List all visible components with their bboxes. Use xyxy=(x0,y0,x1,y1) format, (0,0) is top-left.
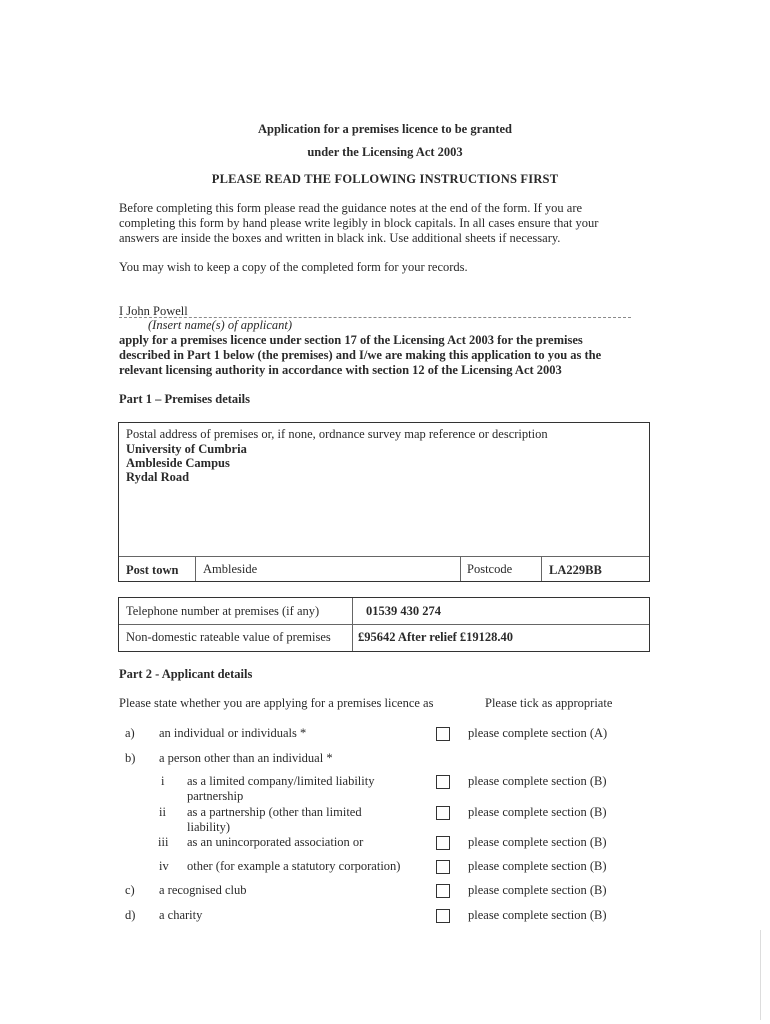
option-marker-iv: iv xyxy=(159,859,169,873)
premises-address-line-2[interactable]: Ambleside Campus xyxy=(126,456,230,470)
individual-checkbox[interactable] xyxy=(436,727,450,741)
tick-instruction: Please tick as appropriate xyxy=(485,696,613,710)
option-label-charity: a charity xyxy=(159,908,203,922)
partnership-checkbox[interactable] xyxy=(436,806,450,820)
telephone-label: Telephone number at premises (if any) xyxy=(126,604,320,618)
application-statement-line-3: relevant licensing authority in accordance with section 12 of the Licensing Act 2003 xyxy=(119,363,562,377)
option-action-recognised-club: please complete section (B) xyxy=(468,883,607,897)
option-marker-c: c) xyxy=(125,883,135,897)
recognised-club-checkbox[interactable] xyxy=(436,884,450,898)
charity-checkbox[interactable] xyxy=(436,909,450,923)
option-label-other: other (for example a statutory corporation) xyxy=(187,859,401,873)
premises-address-line-1[interactable]: University of Cumbria xyxy=(126,442,247,456)
post-town-divider xyxy=(195,556,196,581)
option-marker-ii: ii xyxy=(159,805,166,819)
contact-table-column-divider xyxy=(352,598,353,651)
postcode-field[interactable]: LA229BB xyxy=(549,563,602,577)
option-label-non-individual: a person other than an individual * xyxy=(159,751,333,765)
rateable-value-label: Non-domestic rateable value of premises xyxy=(126,630,331,644)
postcode-label-divider xyxy=(460,556,461,581)
premises-address-line-3[interactable]: Rydal Road xyxy=(126,470,190,484)
premises-address-label: Postal address of premises or, if none, ordnance survey map reference or description xyxy=(126,427,548,441)
option-label-limited-company-cont: partnership xyxy=(187,789,244,803)
option-marker-d: d) xyxy=(125,908,136,922)
post-town-row-divider xyxy=(119,556,649,557)
option-label-partnership-cont: liability) xyxy=(187,820,231,834)
option-action-charity: please complete section (B) xyxy=(468,908,607,922)
option-marker-a: a) xyxy=(125,726,135,740)
application-statement-line-1: apply for a premises licence under section 17 of the Licensing Act 2003 for the premises xyxy=(119,333,583,347)
intro-line-1: Before completing this form please read the guidance notes at the end of the form. If you are xyxy=(119,201,583,215)
part2-question: Please state whether you are applying for a premises licence as xyxy=(119,696,434,710)
scan-edge-artifact xyxy=(760,930,761,1020)
option-action-individual: please complete section (A) xyxy=(468,726,608,740)
contact-table-row-divider xyxy=(119,624,649,625)
rateable-value-field[interactable]: £95642 After relief £19128.40 xyxy=(358,630,514,644)
option-label-recognised-club: a recognised club xyxy=(159,883,247,897)
postcode-value-divider xyxy=(541,556,542,581)
form-title-line2: under the Licensing Act 2003 xyxy=(307,145,463,159)
option-label-unincorporated: as an unincorporated association or xyxy=(187,835,364,849)
part1-heading: Part 1 – Premises details xyxy=(119,392,250,406)
option-action-other: please complete section (B) xyxy=(468,859,607,873)
post-town-field[interactable]: Ambleside xyxy=(203,562,258,576)
postcode-label: Postcode xyxy=(467,562,513,576)
option-label-limited-company: as a limited company/limited liability xyxy=(187,774,375,788)
option-label-partnership: as a partnership (other than limited xyxy=(187,805,362,819)
copy-note: You may wish to keep a copy of the completed form for your records. xyxy=(119,260,468,274)
option-marker-iii: iii xyxy=(158,835,169,849)
applicant-name-hint: (Insert name(s) of applicant) xyxy=(148,318,293,332)
option-marker-b: b) xyxy=(125,751,136,765)
option-action-unincorporated: please complete section (B) xyxy=(468,835,607,849)
option-action-partnership: please complete section (B) xyxy=(468,805,607,819)
option-action-limited-company: please complete section (B) xyxy=(468,774,607,788)
part2-heading: Part 2 - Applicant details xyxy=(119,667,253,681)
instructions-heading: PLEASE READ THE FOLLOWING INSTRUCTIONS FIRST xyxy=(211,172,559,186)
post-town-label: Post town xyxy=(126,563,179,577)
other-body-checkbox[interactable] xyxy=(436,860,450,874)
limited-company-checkbox[interactable] xyxy=(436,775,450,789)
intro-line-3: answers are inside the boxes and written in black ink. Use additional sheets if necessary. xyxy=(119,231,561,245)
applicant-name-field[interactable]: I John Powell xyxy=(119,304,188,318)
form-title-line1: Application for a premises licence to be granted xyxy=(257,122,513,136)
option-marker-i: i xyxy=(161,774,165,788)
telephone-field[interactable]: 01539 430 274 xyxy=(366,604,441,618)
unincorporated-association-checkbox[interactable] xyxy=(436,836,450,850)
application-statement-line-2: described in Part 1 below (the premises) and I/we are making this application to you as the xyxy=(119,348,602,362)
option-label-individual: an individual or individuals * xyxy=(159,726,307,740)
intro-line-2: completing this form by hand please write legibly in block capitals. In all cases ensure that your xyxy=(119,216,599,230)
